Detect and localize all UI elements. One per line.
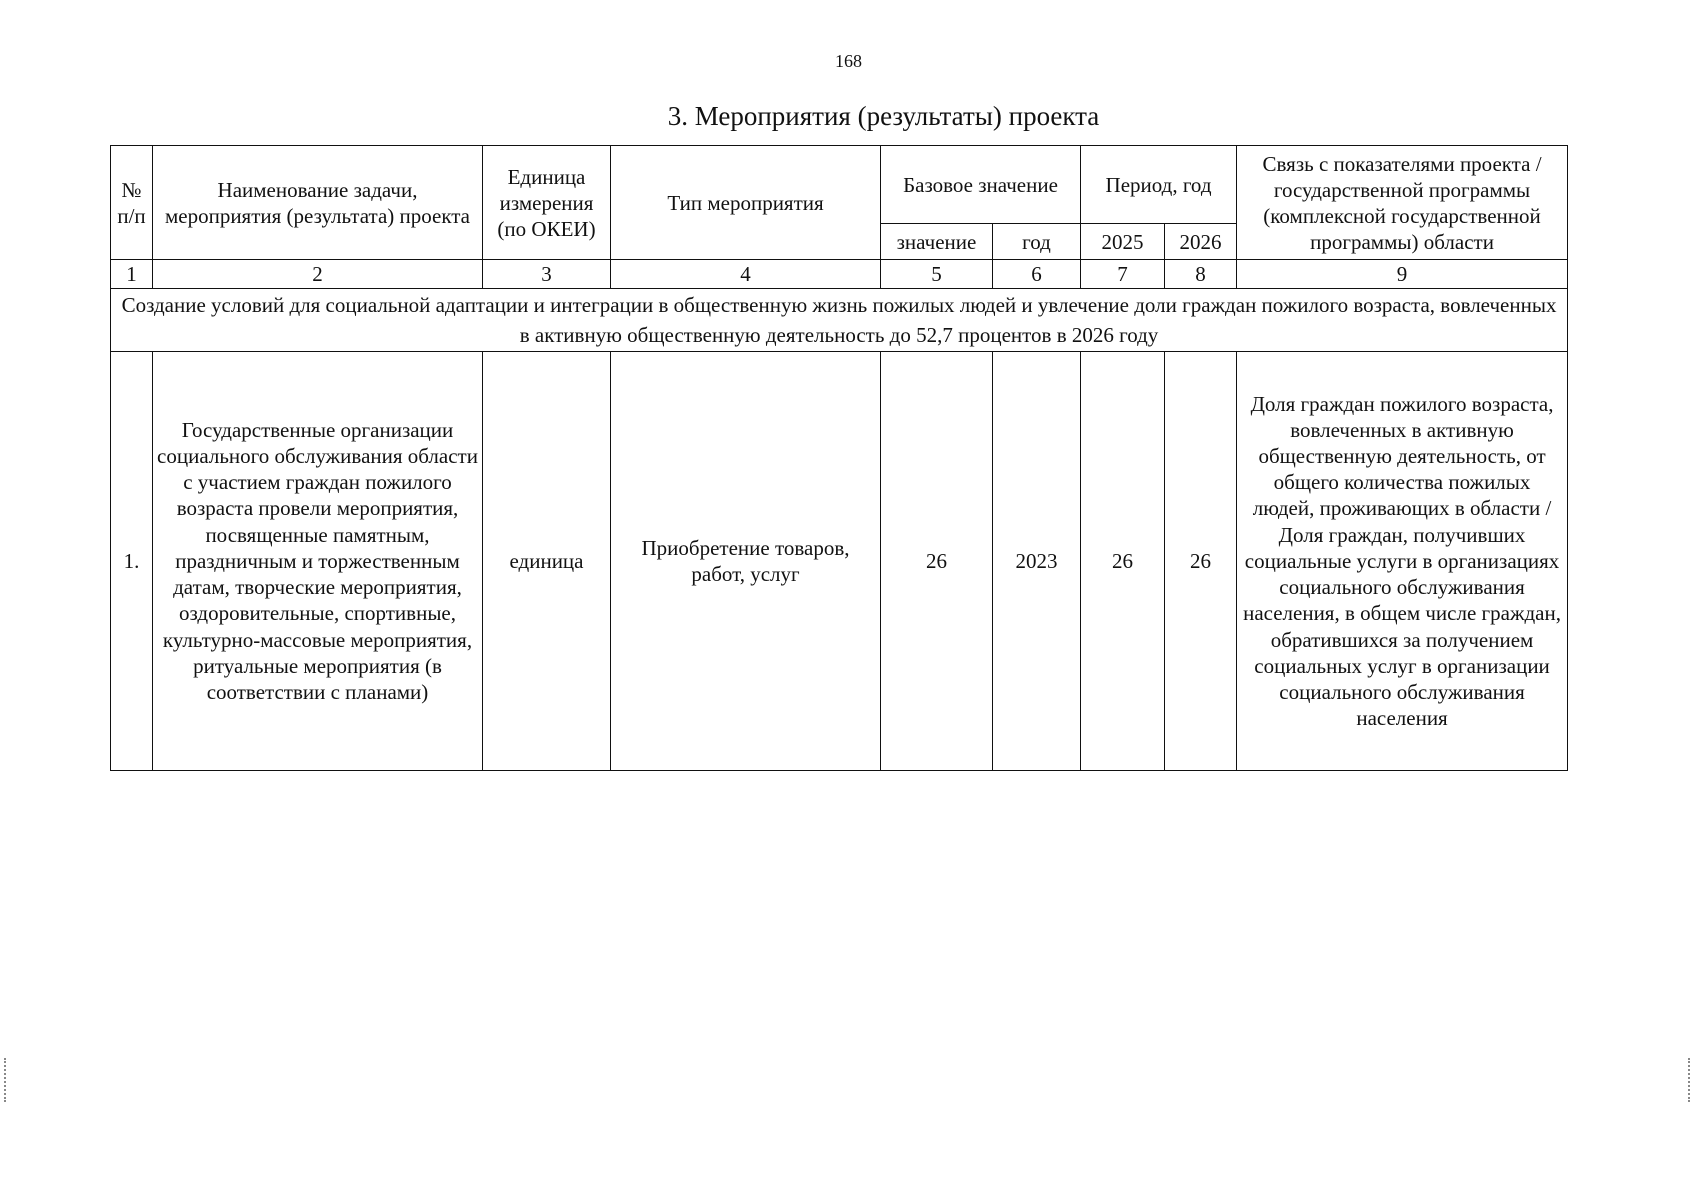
row-task: Государственные организации социального обслуживания области с участием граждан пожилого возраста провели мероприятия, посвященные памятным, праздничным и торжественным датам, творческие мероприятия, оздоровительные, спортивные, культурно-массовые мероприятия, ритуальные мероприятия (в соответствии с планами) (153, 352, 483, 771)
row-unit: единица (483, 352, 611, 771)
column-number: 9 (1237, 260, 1568, 289)
column-number: 1 (111, 260, 153, 289)
projects-table (110, 145, 1568, 771)
column-number: 6 (993, 260, 1081, 289)
column-number: 3 (483, 260, 611, 289)
page-number: 168 (835, 51, 862, 71)
row-num: 1. (111, 352, 153, 771)
column-number: 4 (611, 260, 881, 289)
page-title: 3. Мероприятия (результаты) проекта (667, 101, 1100, 131)
section-task-title: Создание условий для социальной адаптации и интеграции в общественную жизнь пожилых людей и увлечение доли граждан пожилого возраста, вовлеченных в активную общественную деятельность до 52,7 процентов в 2026 году (111, 289, 1568, 352)
header-task: Наименование задачи, мероприятия (результата) проекта (153, 146, 483, 260)
header-type: Тип мероприятия (611, 146, 881, 260)
column-number: 5 (881, 260, 993, 289)
scan-edge-mark-left (4, 1058, 8, 1102)
scan-edge-mark-right (1688, 1058, 1692, 1102)
row-base-value: 26 (881, 352, 993, 771)
column-number: 8 (1165, 260, 1237, 289)
header-base-year: год (993, 224, 1081, 260)
header-unit: Единица измерения (по ОКЕИ) (483, 146, 611, 260)
row-type: Приобретение товаров, работ, услуг (611, 352, 881, 771)
header-year-2025: 2025 (1081, 224, 1165, 260)
column-number-row (111, 260, 1568, 289)
row-value-2025: 26 (1081, 352, 1165, 771)
row-value-2026: 26 (1165, 352, 1237, 771)
header-link: Связь с показателями проекта / государственной программы (комплексной государственной программы) области (1237, 146, 1568, 260)
header-year-2026: 2026 (1165, 224, 1237, 260)
header-base-value: значение (881, 224, 993, 260)
row-indicator-link: Доля граждан пожилого возраста, вовлеченных в активную общественную деятельность, от общего количества пожилых людей, проживающих в области / Доля граждан, получивших социальные услуги в организациях социального обслуживания населения, в общем числе граждан, обратившихся за получением социальных услуг в организации социального обслуживания населения (1237, 352, 1568, 771)
header-period: Период, год (1081, 146, 1237, 224)
section-row (111, 289, 1568, 352)
column-number: 7 (1081, 260, 1165, 289)
row-base-year: 2023 (993, 352, 1081, 771)
header-row (111, 146, 1568, 224)
table-row (111, 352, 1568, 771)
header-base: Базовое значение (881, 146, 1081, 224)
header-num: № п/п (111, 146, 153, 260)
column-number: 2 (153, 260, 483, 289)
